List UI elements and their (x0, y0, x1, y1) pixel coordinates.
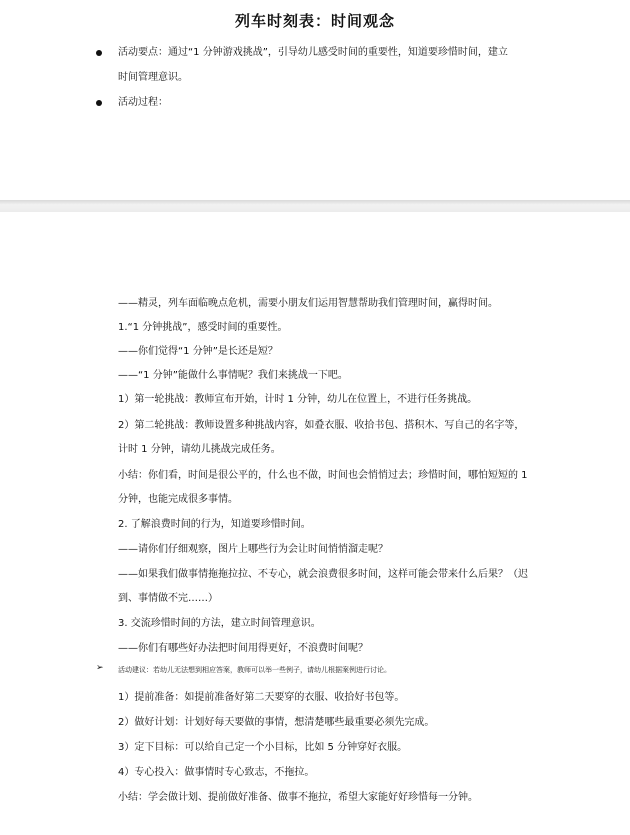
body-line: 4）专心投入：做事情时专心致志，不拖拉。 (118, 767, 315, 778)
arrow-bullet-icon: ➢ (96, 663, 104, 673)
page-1 (0, 0, 630, 200)
body-line: 2）做好计划：计划好每天要做的事情，想清楚哪些最重要必须先完成。 (118, 717, 435, 728)
body-line: ——请你们仔细观察，图片上哪些行为会让时间悄悄溜走呢？ (118, 544, 388, 555)
body-line: 1）提前准备：如提前准备好第二天要穿的衣服、收拾好书包等。 (118, 692, 405, 703)
body-line: ——“1 分钟”能做什么事情呢？我们来挑战一下吧。 (118, 370, 348, 381)
bullet-dot-icon (96, 100, 102, 106)
bullet-line: 时间管理意识。 (118, 72, 188, 83)
bullet-line: 活动要点：通过“1 分钟游戏挑战”，引导幼儿感受时间的重要性，知道要珍惜时间，建立 (118, 47, 508, 58)
body-line: 3. 交流珍惜时间的方法，建立时间管理意识。 (118, 618, 321, 629)
body-line: 1）第一轮挑战：教师宣布开始，计时 1 分钟，幼儿在位置上，不进行任务挑战。 (118, 394, 478, 405)
page-separator (0, 200, 630, 212)
body-line: 1.“1 分钟挑战”，感受时间的重要性。 (118, 322, 288, 333)
body-line: 计时 1 分钟，请幼儿挑战完成任务。 (118, 444, 281, 455)
summary-line: 小结：学会做计划、提前做好准备、做事不拖拉，希望大家能好好珍惜每一分钟。 (118, 792, 478, 803)
body-line: ——你们觉得“1 分钟”是长还是短？ (118, 346, 278, 357)
body-line: 2）第二轮挑战：教师设置多种挑战内容，如叠衣服、收拾书包、搭积木、写自己的名字等， (118, 420, 525, 431)
document-title: 列车时刻表：时间观念 (234, 12, 395, 30)
body-line: 小结：你们看，时间是很公平的，什么也不做，时间也会悄悄过去；珍惜时间，哪怕短短的 1 (118, 470, 528, 481)
body-line: ——精灵，列车面临晚点危机，需要小朋友们运用智慧帮助我们管理时间，赢得时间。 (118, 298, 498, 309)
body-line: ——你们有哪些好办法把时间用得更好，不浪费时间呢？ (118, 643, 368, 654)
body-line: 2. 了解浪费时间的行为，知道要珍惜时间。 (118, 519, 311, 530)
body-line: 3）定下目标：可以给自己定一个小目标，比如 5 分钟穿好衣服。 (118, 742, 408, 753)
body-line: 到、事情做不完……） (118, 593, 218, 604)
bullet-dot-icon (96, 50, 102, 56)
bullet-line: 活动过程： (118, 97, 168, 108)
page-2 (0, 212, 630, 835)
body-line: 分钟，也能完成很多事情。 (118, 494, 238, 505)
activity-tip: 活动建议：若幼儿无法想到相应答案，教师可以举一些例子，请幼儿根据案例进行讨论。 (118, 666, 391, 674)
body-line: ——如果我们做事情拖拖拉拉、不专心，就会浪费很多时间，这样可能会带来什么后果？（迟 (118, 569, 528, 580)
